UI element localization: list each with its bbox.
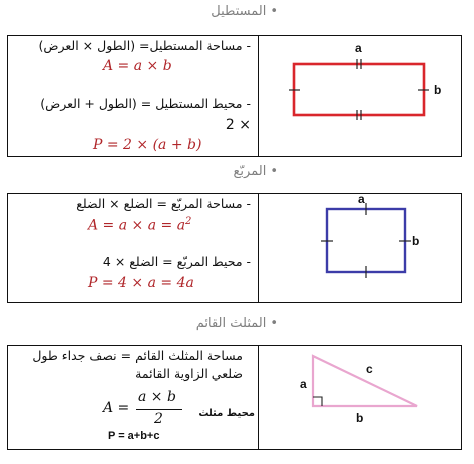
- bullet: •: [270, 4, 278, 19]
- triangle-box: [7, 345, 462, 450]
- triangle-area-text-line1: مساحة المثلث القائم = نصف جداء طول: [32, 348, 243, 363]
- side-label-a: a: [358, 194, 365, 206]
- section-title-square: [234, 164, 278, 179]
- rectangle-perimeter-text: - محيط المستطيل = (الطول + العرض): [40, 96, 251, 111]
- side-label-a: a: [300, 377, 307, 391]
- square-perimeter-formula: P = 4 × a = 4a: [88, 275, 194, 291]
- side-label-b: b: [434, 83, 442, 97]
- rectangle-perimeter-formula: P = 2 × (a + b): [93, 137, 202, 153]
- side-label-b: b: [412, 234, 420, 248]
- rectangle-area-formula: A = a × b: [103, 58, 172, 74]
- square-figure: [260, 194, 460, 302]
- square-area-text: - مساحة المربّع = الضلع × الضلع: [76, 196, 251, 211]
- square-shape: [327, 209, 405, 272]
- square-box: [7, 193, 462, 303]
- rectangle-shape: [294, 64, 424, 115]
- rectangle-area-text: - مساحة المستطيل= (الطول × العرض): [38, 38, 251, 53]
- bullet: •: [270, 164, 278, 179]
- square-perimeter-text: - محيط المربّع = الضلع × 4: [102, 254, 251, 269]
- section-title-triangle: [196, 316, 278, 331]
- triangle-area-lhs: A =: [103, 400, 130, 416]
- fraction-bar: [136, 409, 182, 410]
- side-label-a: a: [355, 41, 362, 55]
- column-divider: [258, 36, 259, 156]
- rectangle-perimeter-multiplier: 2 ×: [225, 117, 251, 133]
- right-angle-marker: [313, 397, 322, 406]
- triangle-perimeter-formula: P = a+b+c: [108, 430, 160, 442]
- side-label-c: c: [366, 362, 373, 376]
- section-title-text: المربّع: [233, 164, 267, 179]
- triangle-area-text-line2: ضلعي الزاوية القائمة: [135, 366, 243, 381]
- column-divider: [258, 194, 259, 302]
- section-title-rectangle: [211, 4, 278, 19]
- section-title-text: المستطيل: [211, 4, 267, 19]
- side-label-b: b: [356, 411, 364, 425]
- square-area-exponent: 2: [185, 216, 192, 227]
- rectangle-figure: [260, 36, 460, 156]
- bullet: •: [270, 316, 278, 331]
- triangle-perimeter-label: محيط مثلث: [198, 408, 255, 419]
- triangle-shape: [313, 356, 417, 406]
- column-divider: [258, 346, 259, 449]
- section-title-text: المثلث القائم: [195, 316, 267, 331]
- triangle-area-denominator: 2: [154, 411, 163, 427]
- rectangle-box: [7, 35, 462, 157]
- triangle-area-numerator: a × b: [138, 389, 176, 405]
- square-area-formula: [88, 216, 191, 234]
- triangle-figure: [260, 346, 460, 449]
- square-area-formula-main: A = a × a = a: [88, 217, 186, 234]
